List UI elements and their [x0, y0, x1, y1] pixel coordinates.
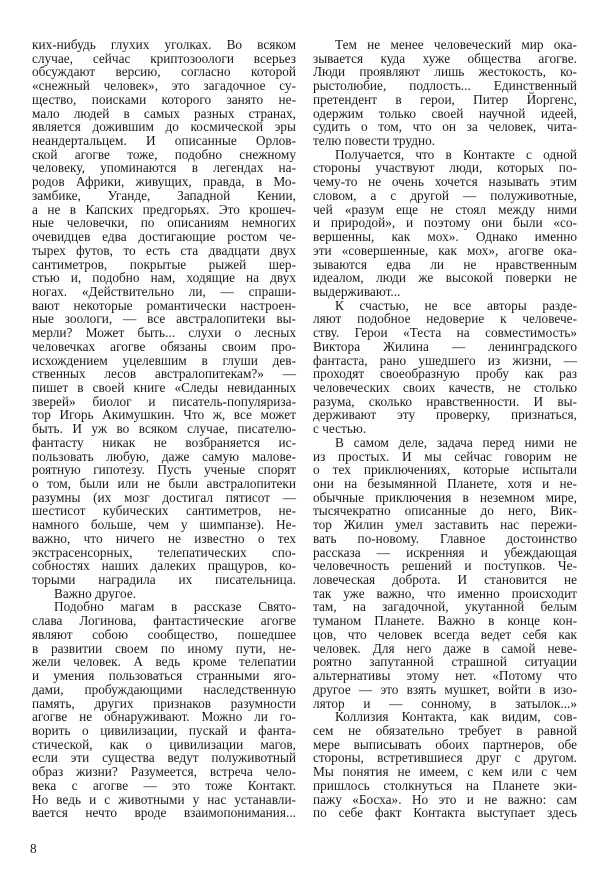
text-line: щество, поисками которого занято не- — [32, 91, 296, 107]
text-line: вается нечто вроде взаимопонимания... — [32, 805, 296, 821]
text-line: ких-нибудь глухих уголках. Во всяком — [32, 37, 296, 52]
text-line: торыми наградила их писательница. — [32, 572, 296, 588]
text-line: а не в Капских предгорьях. Это крошеч- — [32, 201, 296, 217]
text-line: стороны, встретившиеся друг с другом. — [313, 750, 577, 766]
paragraph — [313, 38, 577, 148]
text-line: одержим только своей научной идеей, — [313, 105, 577, 121]
text-line: замбике, Уганде, Западной Кении, — [32, 187, 296, 203]
text-column-left — [32, 38, 296, 820]
text-line: идеалом, люди же высокой поверки не — [313, 270, 577, 286]
text-line: и природой», и поэтому они были «со- — [313, 215, 577, 231]
text-line: ногах. «Действительно ли, — спраши- — [32, 283, 296, 299]
text-line: Тем не менее человеческий мир ока- — [335, 37, 577, 52]
text-line: о тех приключениях, которые испытали — [313, 462, 577, 478]
text-line: телю повести трудно. — [313, 133, 436, 149]
text-line: ворить о цивилизации, пускай и фанта- — [32, 722, 296, 738]
paragraph — [313, 436, 577, 710]
text-line: они на безымянной Планете, хотя и не- — [313, 476, 577, 491]
text-line: вать по-новому. Главное достоинство — [313, 530, 577, 546]
text-line: экстрасенсорных, телепатических спо- — [32, 544, 296, 560]
paragraph — [32, 587, 296, 601]
text-line: быть. И уж во всяком случае, писателю- — [32, 421, 296, 437]
text-line: вают некоторые романтически настроен- — [32, 297, 296, 313]
text-line: человек. Для него даже в самой неве- — [313, 640, 577, 656]
text-line: ственных лесов австралопитекам?» — — [32, 366, 296, 382]
text-line: пажу «Босха». Но это и не важно: сам — [313, 791, 577, 807]
text-line: судить о том, что он за человек, чита- — [313, 119, 577, 135]
page-number: 8 — [30, 841, 37, 856]
text-line: вершенны, как мох». Однако именно — [313, 229, 577, 245]
text-line: фантаста, рано ушедшего из жизни, — — [313, 352, 577, 368]
text-line: пользовать любую, даже самую малове- — [32, 448, 296, 464]
text-line: К счастью, не все авторы разде- — [335, 297, 577, 313]
text-line: в развитии своем по иному пути, не- — [32, 640, 296, 656]
text-line: тор Жилин умел заставить нас пережи- — [313, 517, 577, 533]
text-line: проходят своеобразную пробу как раз — [313, 366, 577, 382]
text-line: родов Африки, живущих, правда, в Мо- — [32, 174, 296, 190]
text-line: лятор и — сонному, в затылок...» — [313, 695, 577, 711]
text-line: человечность решений и поступков. Че- — [313, 558, 577, 574]
text-line: зверей» биолог и писатель-популяриза- — [32, 393, 296, 409]
text-line: тор Игорь Акимушкин. Что ж, все может — [32, 407, 296, 423]
text-line: разумны (их мозг достигал пятисот — — [32, 489, 296, 505]
text-line: Важно другое. — [54, 585, 137, 601]
text-line: там, на загадочной, укутанной белым — [313, 599, 577, 615]
text-line: держивают эту проверку, признаться, — [313, 407, 577, 423]
text-line: память, других признаков разумности — [32, 695, 296, 711]
text-line: по себе факт Контакта выступает здесь — [313, 805, 577, 821]
text-line: случае, сейчас криптозоологи всерьез — [32, 50, 296, 66]
text-line: с честью. — [313, 421, 367, 437]
text-line: из простых. И мы сейчас говорим не — [313, 448, 577, 464]
text-line: эти «совершенные, как мох», агогве ока- — [313, 242, 577, 258]
text-line: слава Логинова, фантастические агогве — [32, 613, 296, 629]
paragraph — [313, 148, 577, 299]
text-line: чему-то не очень хочется называть этим — [313, 174, 577, 190]
text-line: важно, что ничего не известно о тех — [32, 530, 296, 546]
text-line: зывается куда хуже общества агогве. — [313, 50, 577, 66]
text-line: мерли? Может быть... слухи о лесных — [32, 325, 296, 341]
text-line: пришлось столкнуться на Планете эки- — [313, 777, 577, 793]
text-line: рассказа — искренняя и убеждающая — [313, 544, 577, 560]
text-line: разума, сколько нравственности. И вы- — [313, 393, 577, 409]
text-line: ловеческая доброта. И становится не — [313, 572, 577, 588]
text-line: Виктора Жилина — ленинградского — [313, 338, 577, 354]
text-line: мере выписывать обоих партнеров, обе — [313, 736, 577, 752]
text-line: рыстолюбие, подлость... Единственный — [313, 78, 577, 94]
text-line: так уже важно, что именно происходит — [313, 585, 577, 601]
text-line: пишет в своей книге «Следы невиданных — [32, 379, 296, 395]
text-line: дами, пробуждающими наследственную — [32, 681, 296, 697]
text-line: цов, что человек всегда ведет себя как — [313, 626, 577, 642]
text-line: если эти существа ведут полуживотный — [32, 750, 296, 766]
text-line: являют собою сообщество, пошедшее — [32, 626, 296, 642]
paragraph — [32, 38, 296, 587]
text-line: сем не обязательно требует в равной — [313, 722, 577, 738]
text-line: ству. Герои «Теста на совместимость» — [313, 325, 577, 341]
text-line: о том, были или не были австралопитеки — [32, 476, 296, 491]
text-line: «снежный человек», это загадочное су- — [32, 78, 296, 94]
text-line: жели человек. А ведь кроме телепатии — [32, 654, 296, 670]
text-line: очевидцев едва достигающие ростом че- — [32, 229, 296, 245]
text-line: и умения пользоваться странными яго- — [32, 668, 296, 684]
text-line: человеческих своих качеств, не столько — [313, 379, 577, 395]
text-line: тысячекратно описанные до него, Вик- — [313, 503, 577, 519]
text-line: неандертальцем. И описанные Орлов- — [32, 133, 296, 149]
text-column-right — [313, 38, 577, 820]
text-line: ской агогве тоже, подобно снежному — [32, 146, 296, 162]
text-line: Мы понятия не имеем, с кем или с чем — [313, 764, 577, 780]
text-line: стороны участвуют люди, которых по- — [313, 160, 577, 176]
text-line: зываются едва ли не нравственным — [313, 256, 577, 272]
paragraph — [313, 299, 577, 436]
text-line: обычные приключения в неземном мире, — [313, 489, 577, 505]
paragraph — [313, 710, 577, 820]
text-line: чей «разум еще не стоял между ними — [313, 201, 577, 217]
text-line: человечках агогве обязаны своим про- — [32, 338, 296, 354]
text-line: сантиметров, покрытые рыжей шер- — [32, 256, 296, 272]
text-line: ные человечки, по описаниям немногих — [32, 215, 296, 231]
text-line: мало людей в самых разных странах, — [32, 105, 296, 121]
text-line: исхождением уцелевшим в глуши дев- — [32, 352, 296, 368]
text-line: Люди проявляют лишь жестокость, ко- — [313, 64, 577, 80]
text-line: Коллизия Контакта, как видим, сов- — [335, 709, 577, 725]
text-line: роятную гипотезу. Пусть ученые спорят — [32, 462, 296, 478]
text-line: ные зоологи, — все австралопитеки вы- — [32, 311, 296, 327]
text-line: Подобно магам в рассказе Свято- — [54, 599, 296, 615]
text-line: выдерживают... — [313, 283, 401, 299]
text-line: обсуждают версию, согласно которой — [32, 64, 296, 80]
text-line: собностях наших далеких пращуров, ко- — [32, 558, 296, 574]
text-line: тырех футов, то есть ста двадцати двух — [32, 242, 296, 258]
text-line: образ жизни? Разумеется, встреча чело- — [32, 764, 296, 780]
paragraph — [32, 600, 296, 820]
text-line: туманом Планете. Важно в конце кон- — [313, 613, 577, 629]
text-line: другое — это взять мушкет, войти в изо- — [313, 681, 577, 697]
text-line: фантасту никак не возбраняется ис- — [32, 434, 296, 450]
text-line: является дожившим до космической эры — [32, 119, 296, 135]
text-line: ляют подобное недоверие к человече- — [313, 311, 577, 327]
text-line: претендент в герои, Питер Йоргенс, — [313, 91, 577, 107]
text-line: роятно запутанной страшной ситуации — [313, 654, 577, 670]
text-line: Но ведь и с животными у нас устанавли- — [32, 791, 296, 807]
text-line: намного больше, чем у шимпанзе). Не- — [32, 517, 296, 533]
text-line: шестисот кубических сантиметров, не- — [32, 503, 296, 519]
text-line: века с агогве — это тоже Контакт. — [32, 777, 296, 793]
text-line: словом, а с другой — полуживотные, — [313, 187, 577, 203]
text-line: Получается, что в Контакте с одной — [335, 146, 577, 162]
text-line: человеку, упоминаются в легендах на- — [32, 160, 296, 176]
text-line: В самом деле, задача перед ними не — [335, 434, 577, 450]
text-line: стью и, подобно нам, ходящие на двух — [32, 270, 296, 286]
text-line: альтернативы этому нет. «Потому что — [313, 668, 577, 684]
text-line: стической, как о цивилизации магов, — [32, 736, 296, 752]
text-line: агогве не обнаруживают. Можно ли го- — [32, 709, 296, 725]
